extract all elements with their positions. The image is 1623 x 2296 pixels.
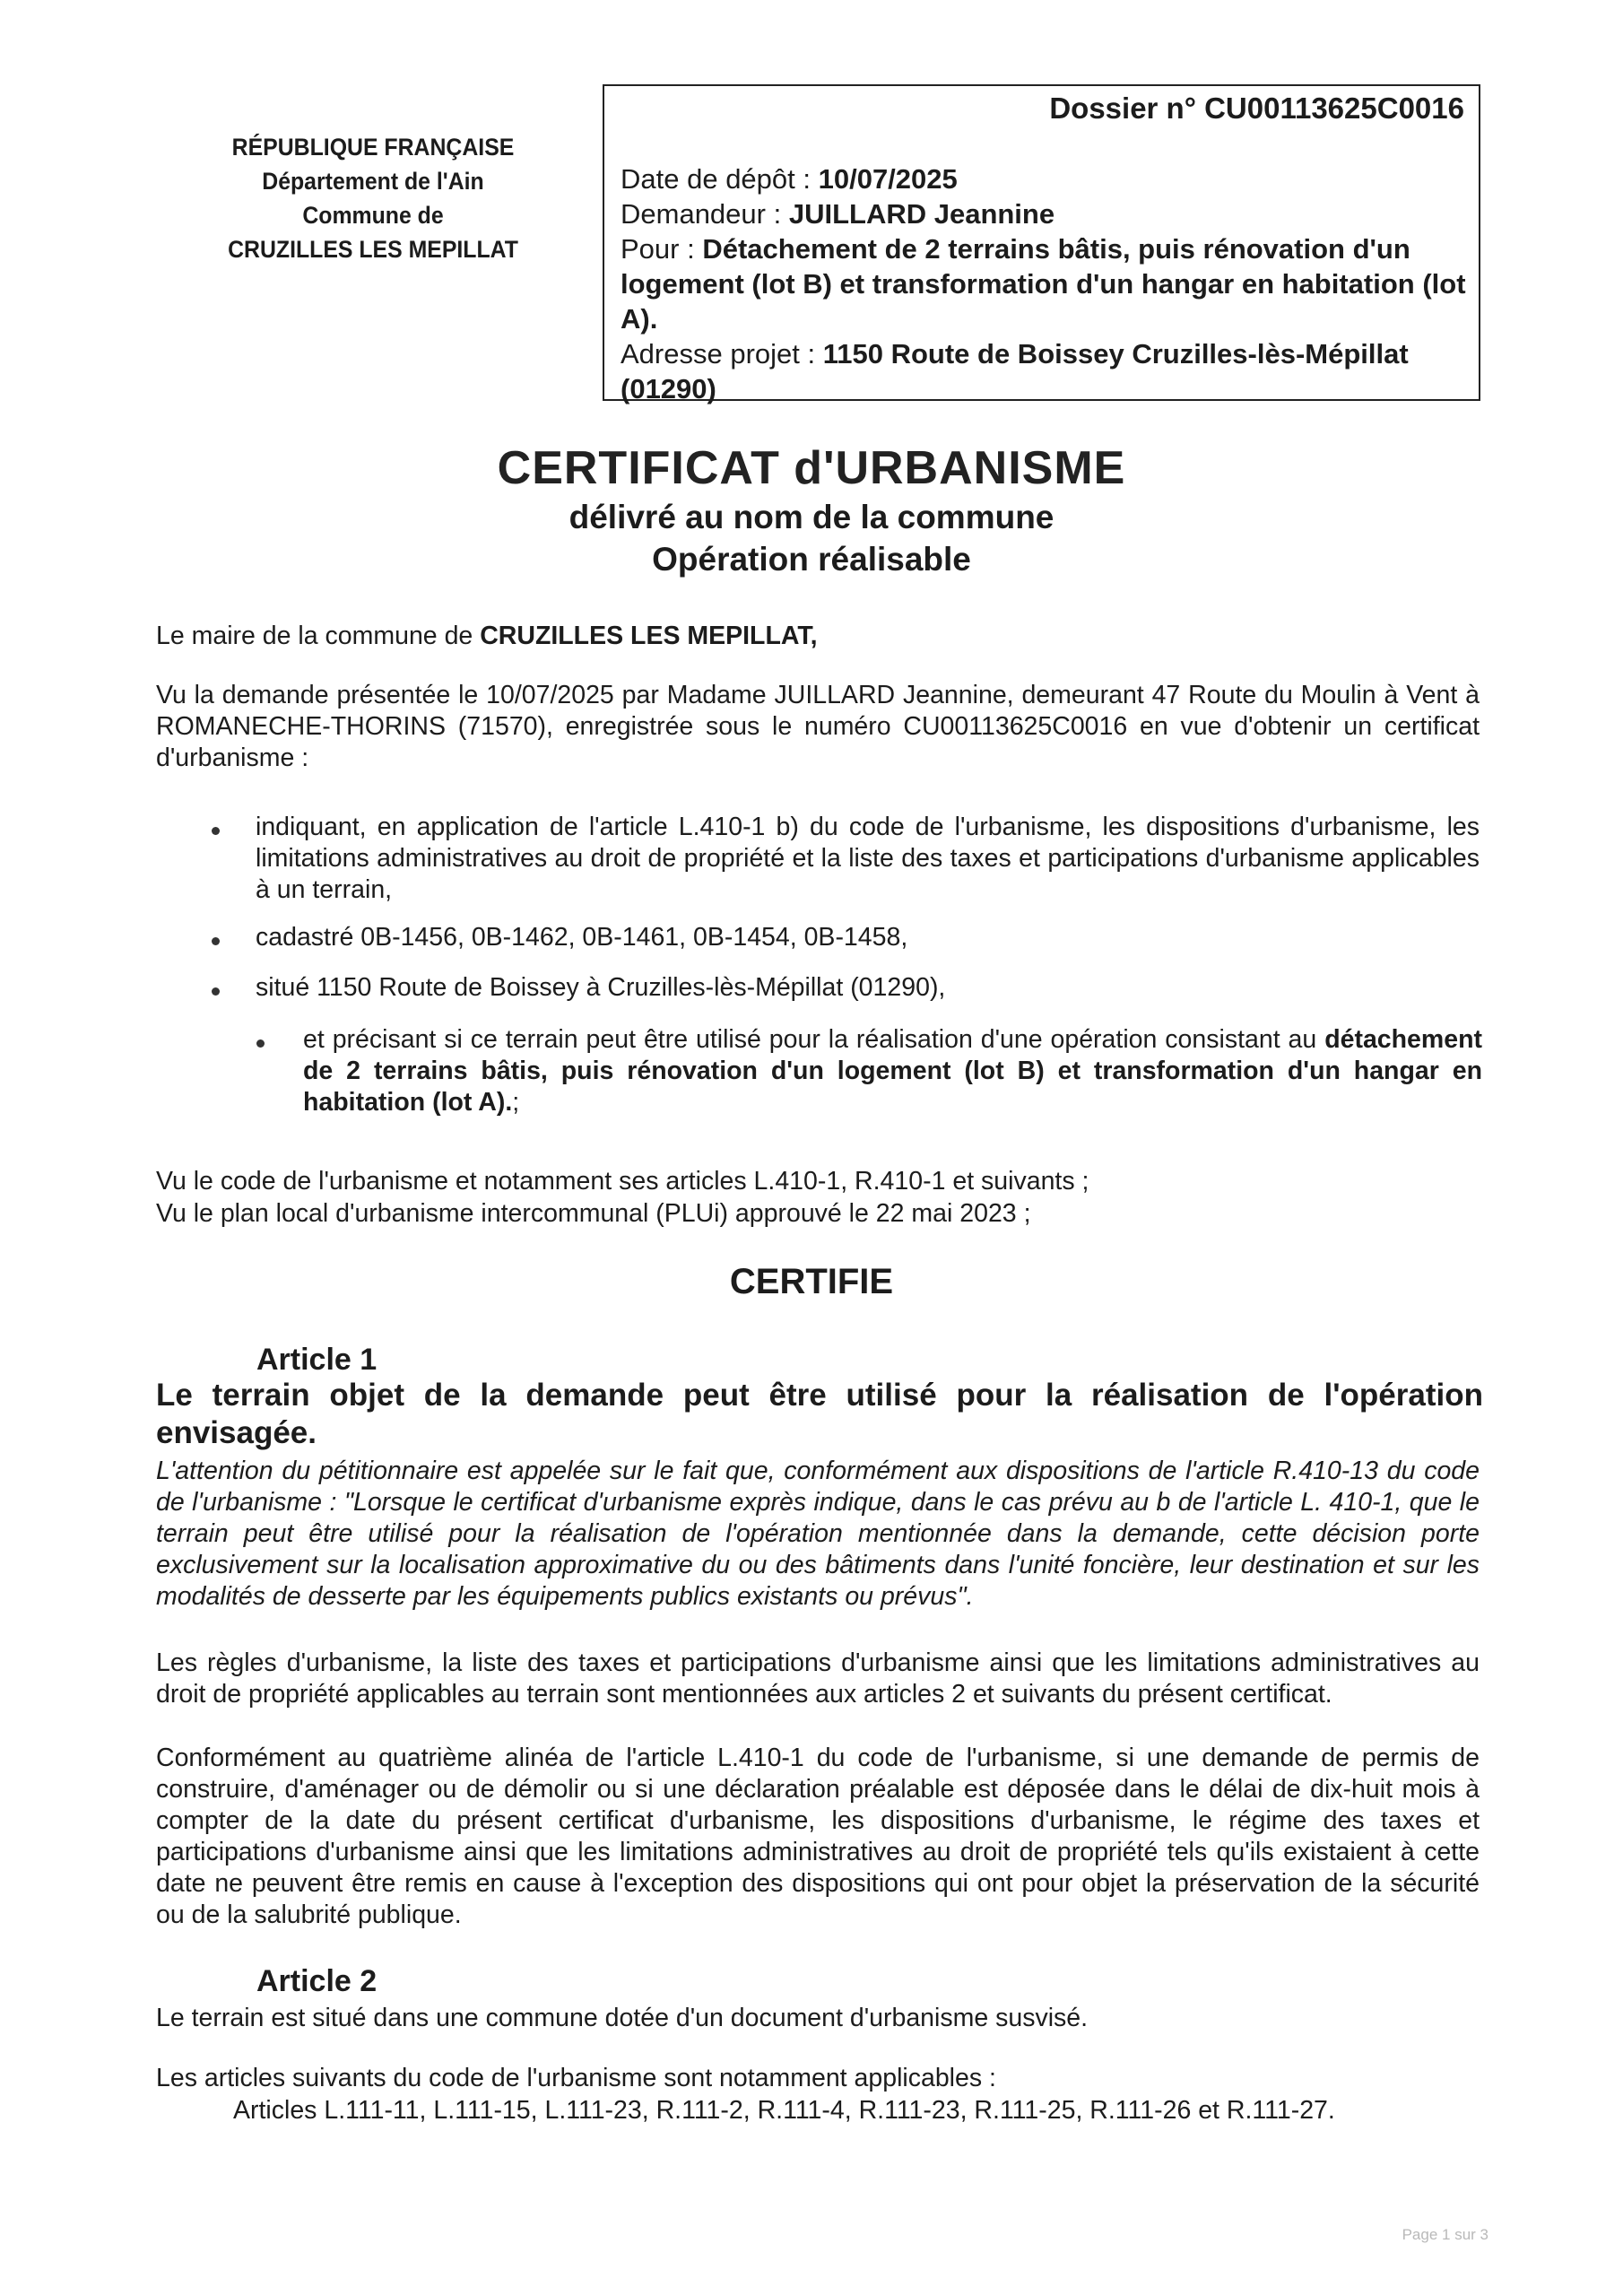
article-1-title: Article 1 xyxy=(256,1343,378,1377)
article-1-rules-paragraph: Les règles d'urbanisme, la liste des taxes et participations d'urbanisme ainsi que les limitations administratives au droit de propriété applicables au terrain sont mentionnées aux articles 2 et suivants du présent certificat. xyxy=(156,1648,1480,1709)
bullet-icon xyxy=(212,987,220,996)
dossier-box xyxy=(603,84,1480,404)
deposit-date xyxy=(621,161,1472,196)
article-1-note: L'attention du pétitionnaire est appelée sur le fait que, conformément aux dispositions de l'article R.410-13 du code de l'urbanisme : "Lorsque le certificat d'urbanisme exprès indique, dans le cas prévu au b de l'article L. 410-1, que le terrain peut être utilisé pour la réalisation de l'opération mentionnée dans la demande, cette décision porte exclusivement sur la localisation approximative du ou des bâtiments dans l'unité foncière, leur destination et sur les modalités de desserte par les équipements publics existants ou prévus". xyxy=(156,1457,1480,1611)
bullet-item-location: situé 1150 Route de Boissey à Cruzilles-lès-Mépillat (01290), xyxy=(256,973,946,1002)
operation-suffix: ; xyxy=(512,1088,520,1117)
purpose-label: Pour : xyxy=(621,233,703,265)
department-label: Département de l'Ain xyxy=(262,168,484,195)
issuing-authority xyxy=(192,130,555,266)
mayor-commune: CRUZILLES LES MEPILLAT, xyxy=(480,622,818,650)
project-address-value: 1150 Route de Boissey Cruzilles-lès-Mépillat (01290) xyxy=(621,338,1409,404)
dossier-number: Dossier n° CU00113625C0016 xyxy=(1049,91,1464,125)
article-2-title: Article 2 xyxy=(256,1964,378,1998)
mayor-prefix: Le maire de la commune de xyxy=(156,622,481,650)
purpose xyxy=(621,231,1472,336)
applicant-label: Demandeur : xyxy=(621,198,789,230)
operation-description: détachement de 2 terrains bâtis, puis rénovation d'un logement (lot B) et transformation d'un hangar en habitation (lot A). xyxy=(303,1025,1482,1117)
deposit-date-value: 10/07/2025 xyxy=(818,163,958,195)
bullet-item-operation xyxy=(303,1024,1482,1118)
bullet-item-cadastre: cadastré 0B-1456, 0B-1462, 0B-1461, 0B-1454, 0B-1458, xyxy=(256,923,908,952)
bullet-item-provisions: indiquant, en application de l'article L.410-1 b) du code de l'urbanisme, les dispositions d'urbanisme, les limitations administratives au droit de propriété et la liste des taxes et participations d'urbanisme applicables à un terrain, xyxy=(256,813,1480,904)
commune-name: CRUZILLES LES MEPILLAT xyxy=(228,236,518,263)
dossier-details xyxy=(621,161,1472,406)
article-1-heading: Le terrain objet de la demande peut être utilisé pour la réalisation de l'opération envisagée. xyxy=(156,1378,1483,1450)
bullet-icon xyxy=(256,1039,265,1048)
document-subtitle: délivré au nom de la commune xyxy=(568,499,1055,535)
applicant-value: JUILLARD Jeannine xyxy=(788,198,1055,230)
certifie-heading: CERTIFIE xyxy=(729,1262,894,1301)
bullet-icon xyxy=(212,827,220,835)
operation-intro: et précisant si ce terrain peut être utilisé pour la réalisation d'une opération consistant au xyxy=(303,1025,1317,1054)
legal-reference-code: Vu le code de l'urbanisme et notamment ses articles L.410-1, R.410-1 et suivants ; xyxy=(156,1167,1089,1196)
request-paragraph: Vu la demande présentée le 10/07/2025 par Madame JUILLARD Jeannine, demeurant 47 Route du Moulin à Vent à ROMANECHE-THORINS (71570), enregistrée sous le numéro CU00113625C0016 en vue d'obtenir un certificat d'urbanisme : xyxy=(156,681,1480,772)
article-2-line-2: Les articles suivants du code de l'urbanisme sont notamment applicables : xyxy=(156,2064,996,2092)
republic-label: RÉPUBLIQUE FRANÇAISE xyxy=(231,134,515,161)
project-address-label: Adresse projet : xyxy=(621,338,823,370)
article-1-validity-paragraph: Conformément au quatrième alinéa de l'article L.410-1 du code de l'urbanisme, si une demande de permis de construire, d'aménager ou de démolir ou si une déclaration préalable est déposée dans le délai de dix-huit mois à compter de la date du présent certificat d'urbanisme, les dispositions d'urbanisme, le régime des taxes et participations d'urbanisme ainsi que les limitations administratives au droit de propriété tels qu'ils existaient à cette date ne peuvent être remis en cause à l'exception des dispositions qui ont pour objet la préservation de la sécurité ou de la salubrité publique. xyxy=(156,1744,1480,1929)
deposit-date-label: Date de dépôt : xyxy=(621,163,819,195)
article-2-line-1: Le terrain est situé dans une commune dotée d'un document d'urbanisme susvisé. xyxy=(156,2004,1089,2032)
commune-label: Commune de xyxy=(302,202,444,229)
document-title: CERTIFICAT d'URBANISME xyxy=(497,442,1126,494)
mayor-line xyxy=(156,621,1480,652)
project-address xyxy=(621,336,1472,406)
purpose-value: Détachement de 2 terrains bâtis, puis rénovation d'un logement (lot B) et transformation d'un hangar en habitation (lot A). xyxy=(621,233,1466,335)
applicant xyxy=(621,196,1472,231)
page-number: Page 1 sur 3 xyxy=(1402,2226,1488,2243)
bullet-icon xyxy=(212,937,220,945)
article-2-applicable-articles: Articles L.111-11, L.111-15, L.111-23, R.111-2, R.111-4, R.111-23, R.111-25, R.111-26 et R.111-27. xyxy=(233,2096,1335,2125)
legal-reference-plui: Vu le plan local d'urbanisme intercommunal (PLUi) approuvé le 22 mai 2023 ; xyxy=(156,1199,1031,1228)
operation-status: Opération réalisable xyxy=(652,541,971,578)
